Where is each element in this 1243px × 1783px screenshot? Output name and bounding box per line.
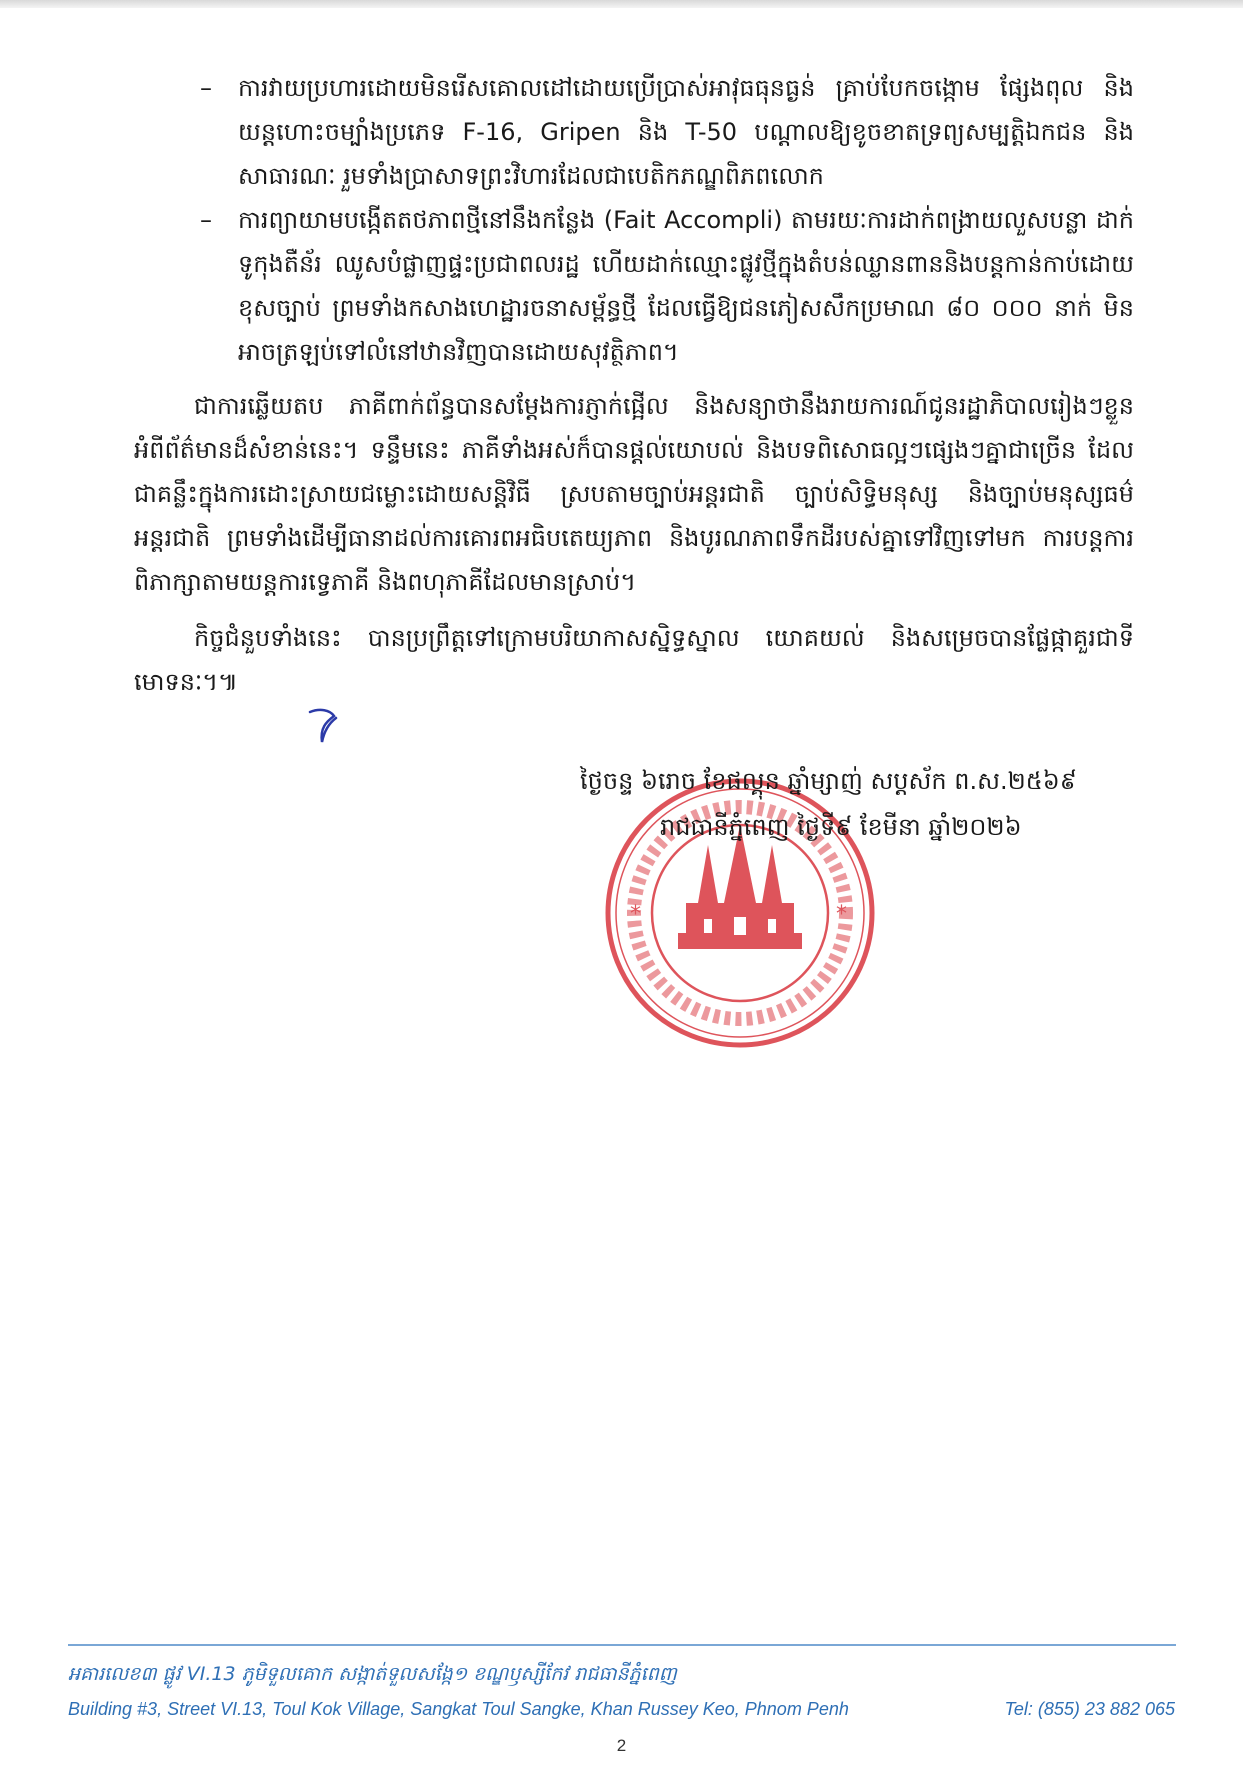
top-edge <box>0 0 1243 8</box>
bullet-marker: – <box>200 74 212 102</box>
signature-icon <box>306 706 340 746</box>
svg-text:*: * <box>630 902 641 927</box>
date-solar: រាជធានីភ្នំពេញ ថ្ងៃទី៩ ខែមីនា ឆ្នាំ២០២៦ <box>660 813 1022 841</box>
footer-address-kh: អគារលេខ៣ ផ្លូវ VI.13 ភូមិទួលគោក សង្កាត់ទួលសង្កែ១ ខណ្ឌឫស្សីកែវ រាជធានីភ្នំពេញ <box>68 1663 677 1685</box>
date-block <box>580 758 1140 850</box>
footer-telephone: Tel: (855) 23 882 065 <box>1004 1699 1175 1719</box>
date-lunar: ថ្ងៃចន្ទ ៦រោច ខែផល្គុន ឆ្នាំម្សាញ់ សប្តស័ក ព.ស.២៥៦៩ <box>580 767 1077 795</box>
paragraph-text: ជាការឆ្លើយតប ភាគីពាក់ព័ន្ធបានសម្ដែងការភ្ញាក់ផ្អើល និងសន្យាថានឹងរាយការណ៍ជូនរដ្ឋាភិបាលរៀងៗខ្លួន អំពីព័ត៌មានដ៏សំខាន់នេះ។ ទន្ទឹមនេះ ភាគីទាំងអស់ក៏បានផ្ដល់យោបល់ និងបទពិសោធល្អៗផ្សេងៗគ្នាជាច្រើន ដែលជាគន្លឹះក្នុងការដោះស្រាយជម្លោះដោយសន្តិវិធី ស្របតាមច្បាប់អន្តរជាតិ ច្បាប់សិទ្ធិមនុស្ស និងច្បាប់មនុស្សធម៌អន្តរជាតិ ព្រមទាំងដើម្បីធានាដល់ការគោរពអធិបតេយ្យភាព និងបូរណភាពទឹកដីរបស់គ្នាទៅវិញទៅមក ការបន្តការពិភាក្សាតាមយន្តការទ្វេភាគី និងពហុភាគីដែលមានស្រាប់។ <box>134 392 1134 596</box>
paragraph <box>134 384 1134 604</box>
bullet-item <box>134 198 1134 374</box>
paragraph-text: កិច្ចជំនួបទាំងនេះ បានប្រព្រឹត្តទៅក្រោមបរិយាកាសស្និទ្ធស្នាល យោគយល់ និងសម្រេចបានផ្លែផ្កាគួរជាទីមោទនៈ។៕ <box>134 624 1134 696</box>
document-body <box>134 66 1134 704</box>
footer-address-en: Building #3, Street VI.13, Toul Kok Village, Sangkat Toul Sangke, Khan Russey Keo, Phnom Penh <box>68 1699 849 1719</box>
bullet-text: ការព្យាយាមបង្កើតតថភាពថ្មីនៅនឹងកន្លែង (Fait Accompli) តាមរយៈការដាក់ពង្រាយលួសបន្លា ដាក់ទូកុងតឺន័រ ឈូសបំផ្លាញផ្ទះប្រជាពលរដ្ឋ ហើយដាក់ឈ្មោះផ្លូវថ្មីក្នុងតំបន់ឈ្លានពាននិងបន្តកាន់កាប់ដោយខុសច្បាប់ ព្រមទាំងកសាងហេដ្ឋារចនាសម្ព័ន្ធថ្មី ដែលធ្វើឱ្យជនភៀសសឹកប្រមាណ ៨០ ០០០ នាក់ មិនអាចត្រឡប់ទៅលំនៅឋានវិញបានដោយសុវត្ថិភាព។ <box>238 206 1134 366</box>
footer-divider <box>68 1644 1176 1646</box>
paragraph <box>134 616 1134 704</box>
svg-text:*: * <box>836 902 847 927</box>
bullet-marker: – <box>200 206 212 234</box>
bullet-text: ការវាយប្រហារដោយមិនរើសគោលដៅដោយប្រើប្រាស់អាវុធធុនធ្ងន់ គ្រាប់បែកចង្កោម ផ្សែងពុល និងយន្តហោះចម្បាំងប្រភេទ F-16, Gripen និង T-50 បណ្ដាលឱ្យខូចខាតទ្រព្យសម្បត្តិឯកជន និងសាធារណៈ រួមទាំងប្រាសាទព្រះវិហារដែលជាបេតិកភណ្ឌពិភពលោក <box>238 74 1134 190</box>
bullet-item <box>134 66 1134 198</box>
page-number: 2 <box>616 1736 627 1755</box>
